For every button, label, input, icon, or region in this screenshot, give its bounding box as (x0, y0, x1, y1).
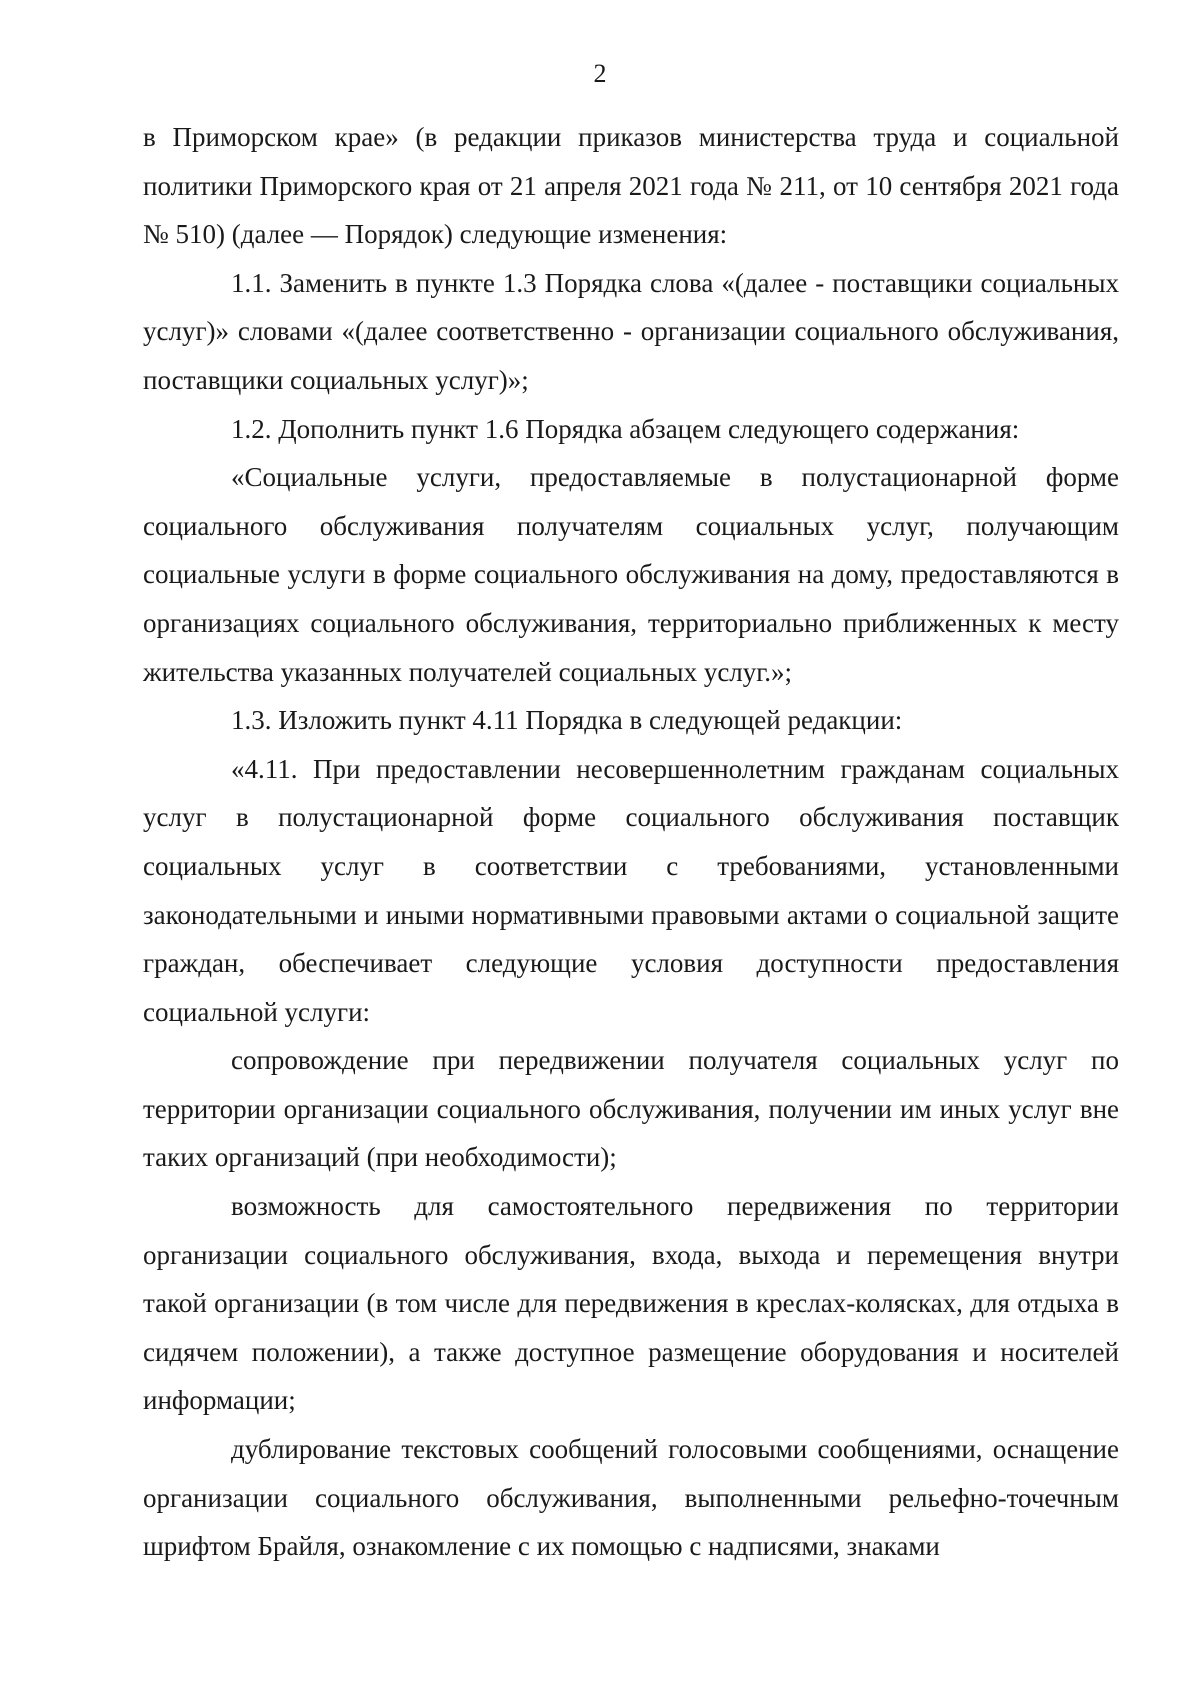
paragraph-item-1-3: 1.3. Изложить пункт 4.11 Порядка в следующей редакции: (231, 705, 903, 736)
document-body (143, 113, 1119, 1571)
paragraph-condition-duplication: дублирование текстовых сообщений голосовыми сообщениями, оснащение организации социального обслуживания, выполненными рельефно-точечным шрифтом Брайля, ознакомление с их помощью с надписями, знаками (143, 1434, 1119, 1562)
paragraph-condition-escort: сопровождение при передвижении получателя социальных услуг по территории организации социального обслуживания, получении им иных услуг вне таких организаций (при необходимости); (143, 1045, 1119, 1173)
paragraph-quoted-addition: «Социальные услуги, предоставляемые в полустационарной форме социального обслуживания получателям социальных услуг, получающим социальные услуги в форме социального обслуживания на дому, предоставляются в организациях социального обслуживания, территориально приближенных к месту жительства указанных получателей социальных услуг.»; (143, 462, 1119, 687)
paragraph-item-1-1: 1.1. Заменить в пункте 1.3 Порядка слова «(далее - поставщики социальных услуг)» словами «(далее соответственно - организации социального обслуживания, поставщики социальных услуг)»; (143, 267, 1119, 395)
paragraph-item-4-11: «4.11. При предоставлении несовершеннолетним гражданам социальных услуг в полустационарной форме социального обслуживания поставщик социальных услуг в соответствии с требованиями, установленными законодательными и иными нормативными правовыми актами о социальной защите граждан, обеспечивает следующие условия доступности предоставления социальной услуги: (143, 753, 1119, 1027)
paragraph-continuation: в Приморском крае» (в редакции приказов министерства труда и социальной политики Приморского края от 21 апреля 2021 года № 211, от 10 сентября 2021 года № 510) (далее — Порядок) следующие изменения: (143, 122, 1119, 250)
paragraph-condition-movement: возможность для самостоятельного передвижения по территории организации социального обслуживания, входа, выхода и перемещения внутри такой организации (в том числе для передвижения в креслах-колясках, для отдыха в сидячем положении), а также доступное размещение оборудования и носителей информации; (143, 1191, 1119, 1416)
page-number: 2 (593, 59, 607, 88)
paragraph-item-1-2: 1.2. Дополнить пункт 1.6 Порядка абзацем следующего содержания: (231, 413, 1020, 444)
